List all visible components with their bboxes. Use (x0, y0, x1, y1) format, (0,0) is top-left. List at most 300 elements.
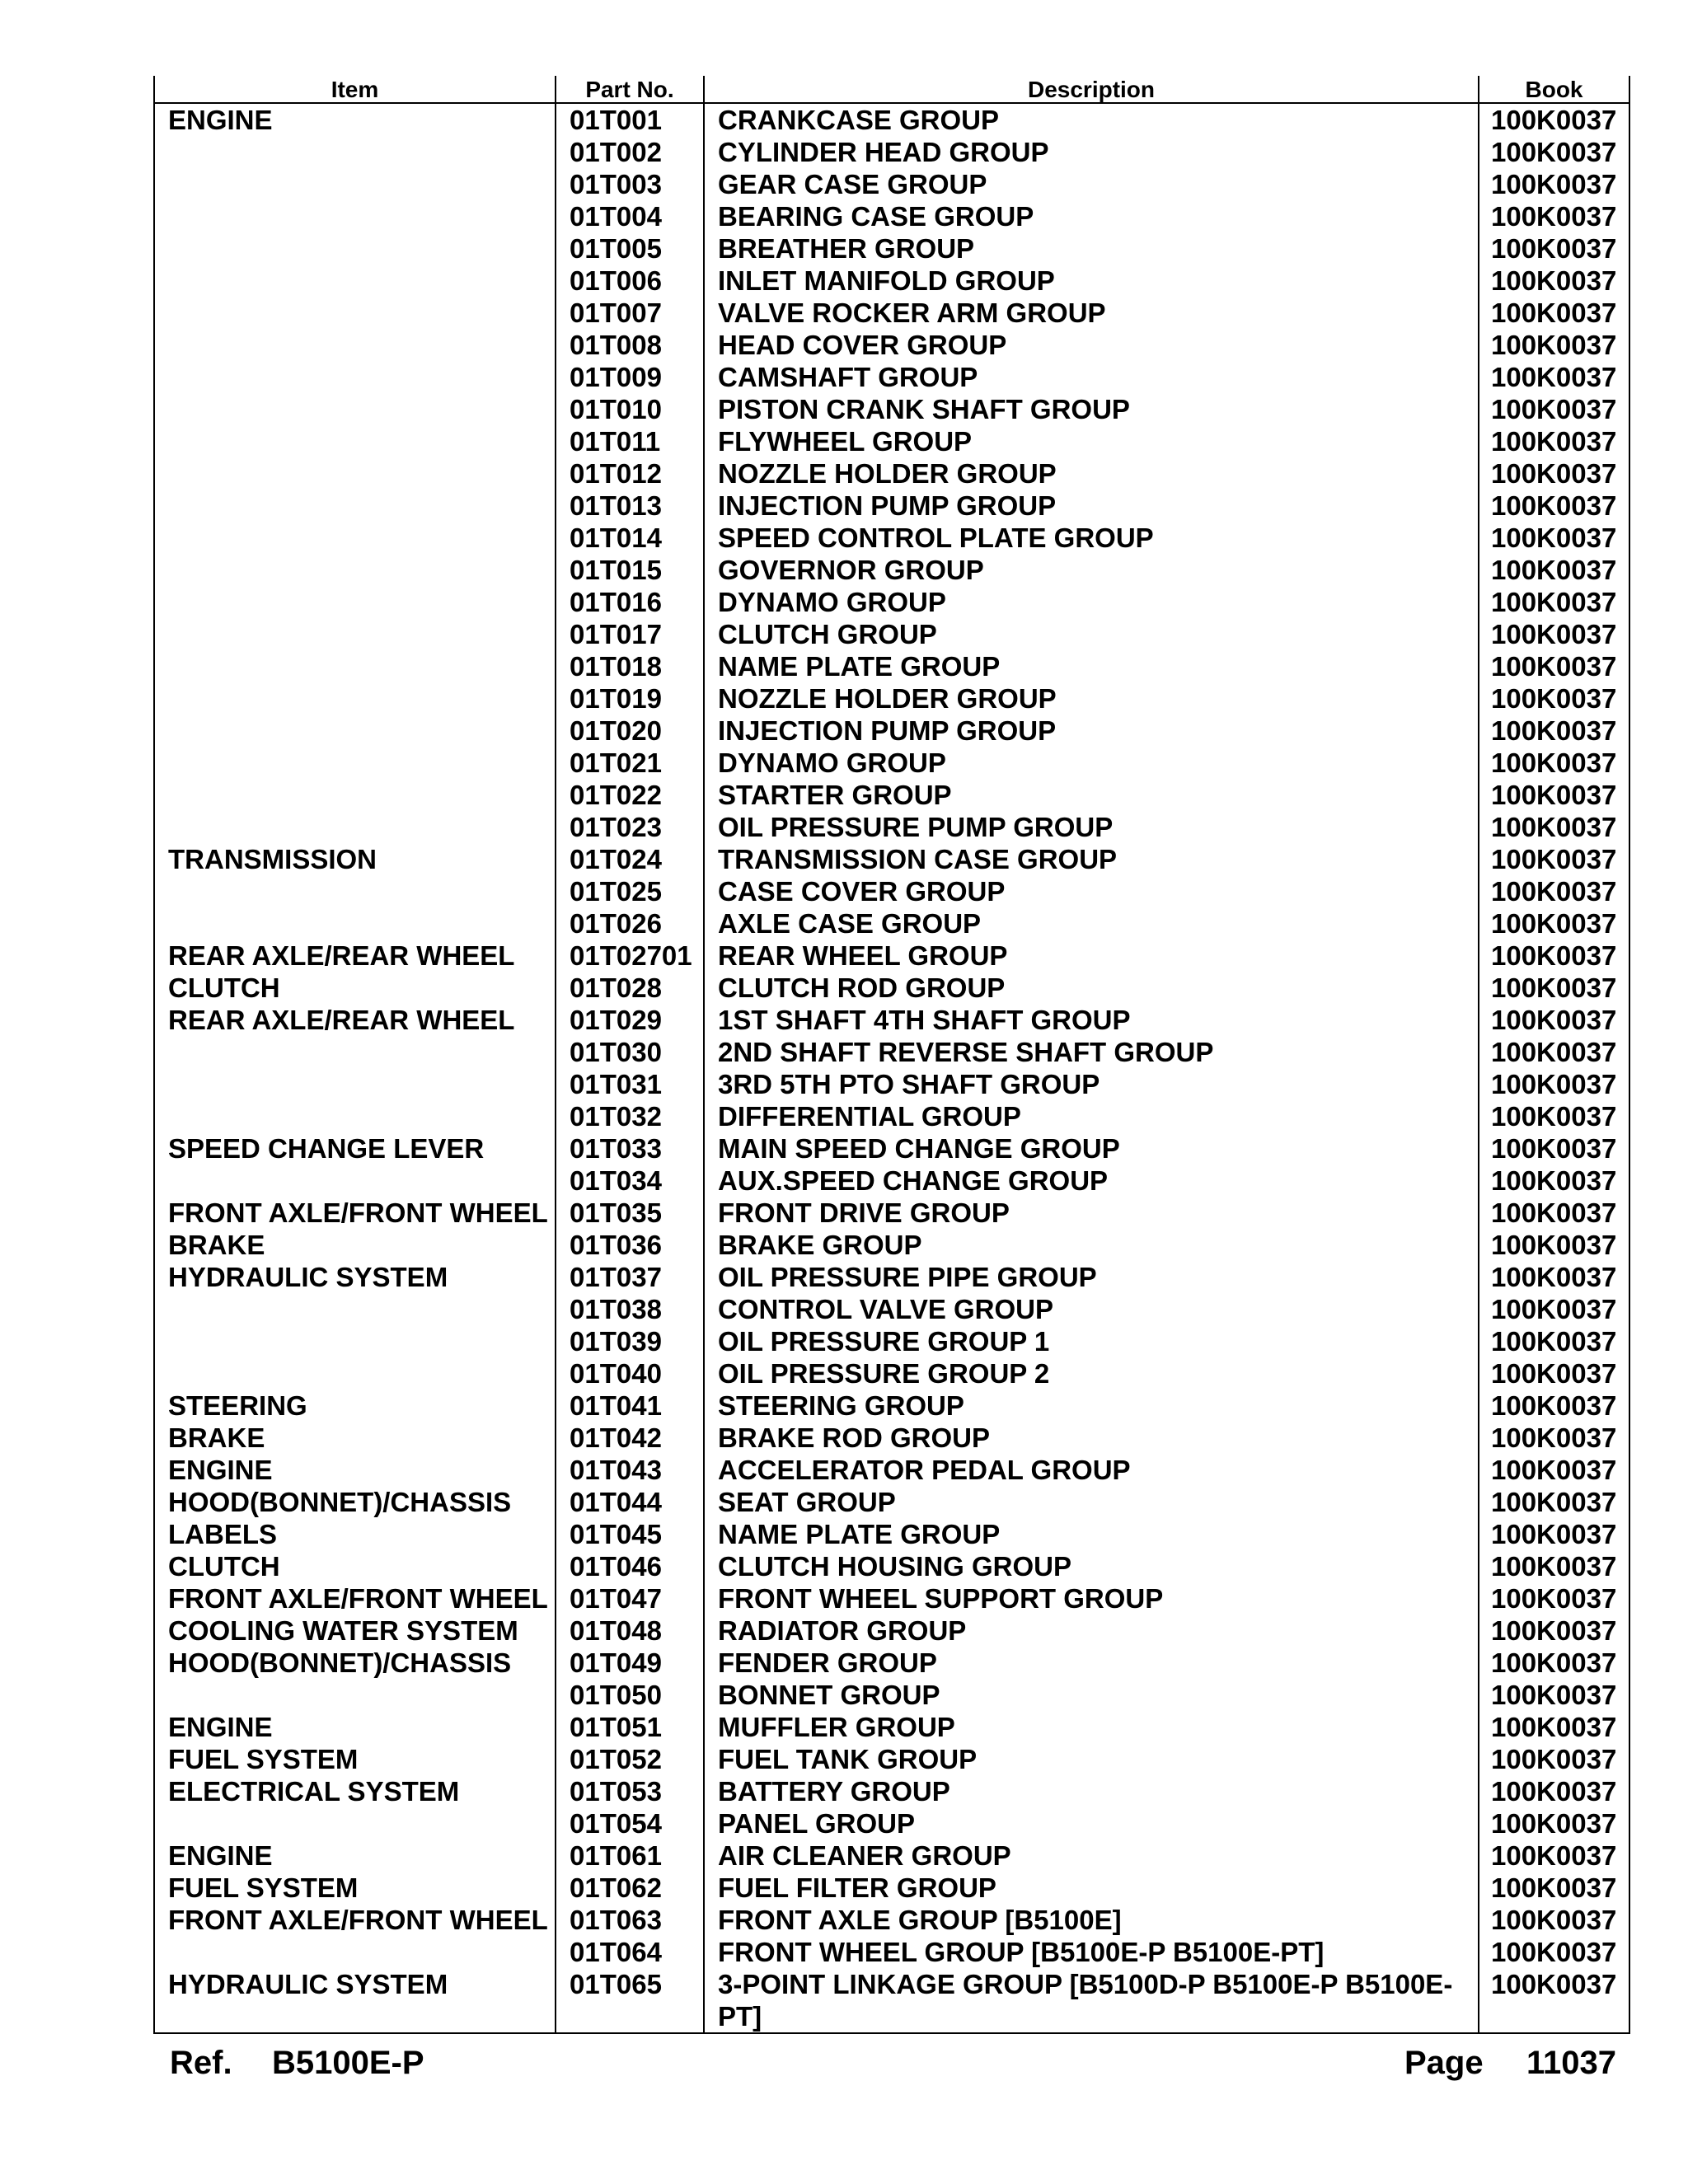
book-cell: 100K0037 (1479, 779, 1629, 811)
description-cell: DIFFERENTIAL GROUP (704, 1100, 1479, 1132)
table-row (155, 1132, 1629, 1165)
item-cell: CLUTCH (168, 972, 280, 1003)
book-cell: 100K0037 (1479, 1390, 1629, 1422)
description-cell: CLUTCH ROD GROUP (704, 972, 1479, 1004)
part-no-cell: 01T037 (556, 1261, 704, 1293)
item-cell (155, 136, 556, 168)
book-cell: 100K0037 (1479, 200, 1629, 232)
table-row (155, 1550, 1629, 1582)
book-cell: 100K0037 (1479, 232, 1629, 265)
description-cell: BRAKE ROD GROUP (704, 1422, 1479, 1454)
item-cell: ENGINE (168, 1455, 273, 1485)
part-no-cell: 01T041 (556, 1390, 704, 1422)
item-cell (155, 1325, 556, 1357)
description-cell: AXLE CASE GROUP (704, 907, 1479, 940)
table-row (155, 1904, 1629, 1936)
book-cell: 100K0037 (1479, 1004, 1629, 1036)
book-cell: 100K0037 (1479, 297, 1629, 329)
book-cell: 100K0037 (1479, 136, 1629, 168)
table-row (155, 1615, 1629, 1647)
table-row (155, 1711, 1629, 1743)
part-no-cell: 01T025 (556, 875, 704, 907)
description-cell: BEARING CASE GROUP (704, 200, 1479, 232)
description-cell: DYNAMO GROUP (704, 586, 1479, 618)
part-no-cell: 01T010 (556, 393, 704, 425)
page-footer (170, 2042, 1617, 2083)
table-row (155, 1582, 1629, 1615)
item-cell (155, 1293, 556, 1325)
item-cell (155, 361, 556, 393)
table-row (155, 940, 1629, 972)
book-cell: 100K0037 (1479, 1968, 1629, 2032)
table-row (155, 1486, 1629, 1518)
book-cell: 100K0037 (1479, 1036, 1629, 1068)
table-row (155, 1325, 1629, 1357)
item-cell (155, 875, 556, 907)
item-cell (155, 618, 556, 650)
table-body (155, 103, 1629, 2032)
header-description: Description (704, 76, 1479, 103)
part-no-cell: 01T036 (556, 1229, 704, 1261)
description-cell: 3-POINT LINKAGE GROUP [B5100D-P B5100E-P B5100E-PT] (704, 1968, 1479, 2032)
item-cell (155, 650, 556, 682)
part-no-cell: 01T054 (556, 1807, 704, 1840)
item-cell: REAR AXLE/REAR WHEEL (168, 940, 515, 971)
table-row (155, 103, 1629, 136)
item-cell (155, 715, 556, 747)
header-book: Book (1479, 76, 1629, 103)
book-cell: 100K0037 (1479, 1325, 1629, 1357)
part-no-cell: 01T052 (556, 1743, 704, 1775)
book-cell: 100K0037 (1479, 425, 1629, 457)
description-cell: AIR CLEANER GROUP (704, 1840, 1479, 1872)
table-row (155, 1293, 1629, 1325)
item-cell: REAR AXLE/REAR WHEEL (168, 1005, 515, 1035)
description-cell: BRAKE GROUP (704, 1229, 1479, 1261)
book-cell: 100K0037 (1479, 1679, 1629, 1711)
part-no-cell: 01T034 (556, 1165, 704, 1197)
item-cell (155, 779, 556, 811)
item-cell (155, 168, 556, 200)
part-no-cell: 01T044 (556, 1486, 704, 1518)
part-no-cell: 01T039 (556, 1325, 704, 1357)
item-cell (155, 1165, 556, 1197)
book-cell: 100K0037 (1479, 457, 1629, 490)
table-row (155, 972, 1629, 1004)
description-cell: CYLINDER HEAD GROUP (704, 136, 1479, 168)
book-cell: 100K0037 (1479, 554, 1629, 586)
table-row (155, 1775, 1629, 1807)
part-no-cell: 01T016 (556, 586, 704, 618)
description-cell: FENDER GROUP (704, 1647, 1479, 1679)
table-row (155, 1872, 1629, 1904)
book-cell: 100K0037 (1479, 1582, 1629, 1615)
description-cell: AUX.SPEED CHANGE GROUP (704, 1165, 1479, 1197)
book-cell: 100K0037 (1479, 1904, 1629, 1936)
part-no-cell: 01T009 (556, 361, 704, 393)
book-cell: 100K0037 (1479, 618, 1629, 650)
item-cell (155, 522, 556, 554)
item-cell (155, 1100, 556, 1132)
table-row (155, 554, 1629, 586)
table-row (155, 1357, 1629, 1390)
item-cell (155, 1068, 556, 1100)
description-cell: FLYWHEEL GROUP (704, 425, 1479, 457)
book-cell: 100K0037 (1479, 1711, 1629, 1743)
item-cell (155, 586, 556, 618)
part-no-cell: 01T017 (556, 618, 704, 650)
table-row (155, 747, 1629, 779)
item-cell (155, 490, 556, 522)
book-cell: 100K0037 (1479, 1293, 1629, 1325)
book-cell: 100K0037 (1479, 1936, 1629, 1968)
description-cell: 2ND SHAFT REVERSE SHAFT GROUP (704, 1036, 1479, 1068)
table-row (155, 1968, 1629, 2032)
item-cell (155, 232, 556, 265)
part-no-cell: 01T029 (556, 1004, 704, 1036)
table-row (155, 1229, 1629, 1261)
part-no-cell: 01T018 (556, 650, 704, 682)
book-cell: 100K0037 (1479, 1454, 1629, 1486)
table-row (155, 1261, 1629, 1293)
item-cell (155, 393, 556, 425)
part-no-cell: 01T012 (556, 457, 704, 490)
model-number: B5100E-P (272, 2045, 424, 2081)
description-cell: HEAD COVER GROUP (704, 329, 1479, 361)
table-row (155, 425, 1629, 457)
part-no-cell: 01T004 (556, 200, 704, 232)
item-cell (155, 554, 556, 586)
description-cell: BATTERY GROUP (704, 1775, 1479, 1807)
book-cell: 100K0037 (1479, 1197, 1629, 1229)
part-no-cell: 01T006 (556, 265, 704, 297)
item-cell: HYDRAULIC SYSTEM (168, 1969, 448, 1999)
table-row (155, 1840, 1629, 1872)
part-no-cell: 01T003 (556, 168, 704, 200)
description-cell: INJECTION PUMP GROUP (704, 715, 1479, 747)
part-no-cell: 01T048 (556, 1615, 704, 1647)
part-no-cell: 01T046 (556, 1550, 704, 1582)
item-cell: TRANSMISSION (168, 844, 377, 874)
book-cell: 100K0037 (1479, 1775, 1629, 1807)
item-cell: ELECTRICAL SYSTEM (168, 1776, 460, 1807)
part-no-cell: 01T063 (556, 1904, 704, 1936)
item-cell: FUEL SYSTEM (168, 1744, 359, 1774)
book-cell: 100K0037 (1479, 586, 1629, 618)
item-cell (155, 457, 556, 490)
part-no-cell: 01T047 (556, 1582, 704, 1615)
book-cell: 100K0037 (1479, 1422, 1629, 1454)
table-row (155, 136, 1629, 168)
item-cell (155, 682, 556, 715)
item-cell: HOOD(BONNET)/CHASSIS (168, 1487, 512, 1517)
item-cell (155, 1357, 556, 1390)
table-row (155, 329, 1629, 361)
table-row (155, 393, 1629, 425)
book-cell: 100K0037 (1479, 1840, 1629, 1872)
part-no-cell: 01T062 (556, 1872, 704, 1904)
part-no-cell: 01T030 (556, 1036, 704, 1068)
book-cell: 100K0037 (1479, 361, 1629, 393)
book-cell: 100K0037 (1479, 1068, 1629, 1100)
part-no-cell: 01T064 (556, 1936, 704, 1968)
page-label: Page (1404, 2045, 1484, 2081)
book-cell: 100K0037 (1479, 1486, 1629, 1518)
part-no-cell: 01T043 (556, 1454, 704, 1486)
part-no-cell: 01T035 (556, 1197, 704, 1229)
table-row (155, 1807, 1629, 1840)
book-cell: 100K0037 (1479, 1132, 1629, 1165)
book-cell: 100K0037 (1479, 1165, 1629, 1197)
description-cell: SPEED CONTROL PLATE GROUP (704, 522, 1479, 554)
item-cell: STEERING (168, 1390, 307, 1421)
part-no-cell: 01T065 (556, 1968, 704, 2032)
description-cell: PISTON CRANK SHAFT GROUP (704, 393, 1479, 425)
description-cell: BREATHER GROUP (704, 232, 1479, 265)
book-cell: 100K0037 (1479, 682, 1629, 715)
table-row (155, 843, 1629, 875)
description-cell: FRONT WHEEL SUPPORT GROUP (704, 1582, 1479, 1615)
table-row (155, 1936, 1629, 1968)
table-row (155, 1197, 1629, 1229)
table-row (155, 1036, 1629, 1068)
table-row (155, 586, 1629, 618)
table-row (155, 200, 1629, 232)
table-row (155, 1068, 1629, 1100)
description-cell: 1ST SHAFT 4TH SHAFT GROUP (704, 1004, 1479, 1036)
table-row (155, 682, 1629, 715)
table-row (155, 875, 1629, 907)
table-row (155, 1454, 1629, 1486)
table-row (155, 1743, 1629, 1775)
table-row (155, 907, 1629, 940)
item-cell (155, 1807, 556, 1840)
part-no-cell: 01T045 (556, 1518, 704, 1550)
ref-label: Ref. (170, 2045, 232, 2081)
part-no-cell: 01T031 (556, 1068, 704, 1100)
item-cell: FRONT AXLE/FRONT WHEEL (168, 1583, 548, 1614)
part-no-cell: 01T022 (556, 779, 704, 811)
book-cell: 100K0037 (1479, 1647, 1629, 1679)
table-row (155, 297, 1629, 329)
part-no-cell: 01T020 (556, 715, 704, 747)
book-cell: 100K0037 (1479, 650, 1629, 682)
parts-index-sheet (153, 76, 1630, 2034)
part-no-cell: 01T007 (556, 297, 704, 329)
book-cell: 100K0037 (1479, 329, 1629, 361)
description-cell: CONTROL VALVE GROUP (704, 1293, 1479, 1325)
book-cell: 100K0037 (1479, 1229, 1629, 1261)
table-row (155, 618, 1629, 650)
description-cell: OIL PRESSURE GROUP 1 (704, 1325, 1479, 1357)
item-cell (155, 200, 556, 232)
part-no-cell: 01T023 (556, 811, 704, 843)
description-cell: RADIATOR GROUP (704, 1615, 1479, 1647)
book-cell: 100K0037 (1479, 265, 1629, 297)
part-no-cell: 01T014 (556, 522, 704, 554)
book-cell: 100K0037 (1479, 1872, 1629, 1904)
item-cell: LABELS (168, 1519, 277, 1549)
item-cell: ENGINE (168, 105, 273, 135)
part-no-cell: 01T011 (556, 425, 704, 457)
book-cell: 100K0037 (1479, 490, 1629, 522)
part-no-cell: 01T033 (556, 1132, 704, 1165)
description-cell: NAME PLATE GROUP (704, 650, 1479, 682)
table-row (155, 779, 1629, 811)
part-no-cell: 01T013 (556, 490, 704, 522)
book-cell: 100K0037 (1479, 811, 1629, 843)
item-cell (155, 1036, 556, 1068)
description-cell: INJECTION PUMP GROUP (704, 490, 1479, 522)
book-cell: 100K0037 (1479, 1357, 1629, 1390)
table-row (155, 232, 1629, 265)
table-row (155, 361, 1629, 393)
description-cell: CLUTCH GROUP (704, 618, 1479, 650)
item-cell: CLUTCH (168, 1551, 280, 1582)
description-cell: DYNAMO GROUP (704, 747, 1479, 779)
part-no-cell: 01T019 (556, 682, 704, 715)
part-no-cell: 01T040 (556, 1357, 704, 1390)
item-cell (155, 1679, 556, 1711)
part-no-cell: 01T053 (556, 1775, 704, 1807)
part-no-cell: 01T002 (556, 136, 704, 168)
item-cell: FRONT AXLE/FRONT WHEEL (168, 1197, 548, 1228)
table-row (155, 1100, 1629, 1132)
description-cell: OIL PRESSURE PUMP GROUP (704, 811, 1479, 843)
book-cell: 100K0037 (1479, 1261, 1629, 1293)
book-cell: 100K0037 (1479, 843, 1629, 875)
table-row (155, 1390, 1629, 1422)
item-cell (155, 747, 556, 779)
description-cell: ACCELERATOR PEDAL GROUP (704, 1454, 1479, 1486)
description-cell: CASE COVER GROUP (704, 875, 1479, 907)
page-number: 11037 (1526, 2045, 1617, 2081)
description-cell: PANEL GROUP (704, 1807, 1479, 1840)
table-row (155, 1518, 1629, 1550)
item-cell: HOOD(BONNET)/CHASSIS (168, 1647, 512, 1678)
book-cell: 100K0037 (1479, 747, 1629, 779)
book-cell: 100K0037 (1479, 907, 1629, 940)
item-cell (155, 811, 556, 843)
part-no-cell: 01T026 (556, 907, 704, 940)
part-no-cell: 01T02701 (556, 940, 704, 972)
description-cell: VALVE ROCKER ARM GROUP (704, 297, 1479, 329)
description-cell: 3RD 5TH PTO SHAFT GROUP (704, 1068, 1479, 1100)
item-cell: FRONT AXLE/FRONT WHEEL (168, 1905, 548, 1935)
parts-table (155, 76, 1629, 2032)
item-cell: HYDRAULIC SYSTEM (168, 1262, 448, 1292)
description-cell: GEAR CASE GROUP (704, 168, 1479, 200)
description-cell: GOVERNOR GROUP (704, 554, 1479, 586)
table-row (155, 650, 1629, 682)
description-cell: OIL PRESSURE GROUP 2 (704, 1357, 1479, 1390)
description-cell: STARTER GROUP (704, 779, 1479, 811)
table-row (155, 1004, 1629, 1036)
table-row (155, 490, 1629, 522)
book-cell: 100K0037 (1479, 1550, 1629, 1582)
description-cell: FRONT DRIVE GROUP (704, 1197, 1479, 1229)
book-cell: 100K0037 (1479, 1615, 1629, 1647)
part-no-cell: 01T024 (556, 843, 704, 875)
description-cell: CRANKCASE GROUP (704, 103, 1479, 136)
book-cell: 100K0037 (1479, 972, 1629, 1004)
description-cell: MAIN SPEED CHANGE GROUP (704, 1132, 1479, 1165)
description-cell: NOZZLE HOLDER GROUP (704, 682, 1479, 715)
description-cell: OIL PRESSURE PIPE GROUP (704, 1261, 1479, 1293)
part-no-cell: 01T032 (556, 1100, 704, 1132)
table-row (155, 265, 1629, 297)
item-cell (155, 907, 556, 940)
item-cell: BRAKE (168, 1230, 265, 1260)
description-cell: SEAT GROUP (704, 1486, 1479, 1518)
part-no-cell: 01T001 (556, 103, 704, 136)
description-cell: FUEL FILTER GROUP (704, 1872, 1479, 1904)
book-cell: 100K0037 (1479, 1518, 1629, 1550)
table-row (155, 1165, 1629, 1197)
item-cell (155, 1936, 556, 1968)
part-no-cell: 01T050 (556, 1679, 704, 1711)
book-cell: 100K0037 (1479, 103, 1629, 136)
part-no-cell: 01T042 (556, 1422, 704, 1454)
book-cell: 100K0037 (1479, 522, 1629, 554)
item-cell: ENGINE (168, 1840, 273, 1871)
header-part-no: Part No. (556, 76, 704, 103)
description-cell: REAR WHEEL GROUP (704, 940, 1479, 972)
item-cell (155, 425, 556, 457)
item-cell: SPEED CHANGE LEVER (168, 1133, 485, 1164)
table-row (155, 522, 1629, 554)
book-cell: 100K0037 (1479, 940, 1629, 972)
table-row (155, 457, 1629, 490)
part-no-cell: 01T051 (556, 1711, 704, 1743)
description-cell: MUFFLER GROUP (704, 1711, 1479, 1743)
item-cell: FUEL SYSTEM (168, 1872, 359, 1903)
description-cell: CLUTCH HOUSING GROUP (704, 1550, 1479, 1582)
item-cell (155, 297, 556, 329)
description-cell: STEERING GROUP (704, 1390, 1479, 1422)
description-cell: FRONT AXLE GROUP [B5100E] (704, 1904, 1479, 1936)
part-no-cell: 01T015 (556, 554, 704, 586)
description-cell: TRANSMISSION CASE GROUP (704, 843, 1479, 875)
part-no-cell: 01T049 (556, 1647, 704, 1679)
item-cell: COOLING WATER SYSTEM (168, 1615, 518, 1646)
description-cell: NAME PLATE GROUP (704, 1518, 1479, 1550)
item-cell: ENGINE (168, 1712, 273, 1742)
part-no-cell: 01T005 (556, 232, 704, 265)
part-no-cell: 01T028 (556, 972, 704, 1004)
book-cell: 100K0037 (1479, 1807, 1629, 1840)
book-cell: 100K0037 (1479, 715, 1629, 747)
book-cell: 100K0037 (1479, 1743, 1629, 1775)
book-cell: 100K0037 (1479, 1100, 1629, 1132)
description-cell: BONNET GROUP (704, 1679, 1479, 1711)
table-row (155, 1679, 1629, 1711)
item-cell (155, 329, 556, 361)
part-no-cell: 01T021 (556, 747, 704, 779)
table-header-row (155, 76, 1629, 103)
table-row (155, 1422, 1629, 1454)
item-cell: BRAKE (168, 1422, 265, 1453)
book-cell: 100K0037 (1479, 875, 1629, 907)
book-cell: 100K0037 (1479, 393, 1629, 425)
table-row (155, 168, 1629, 200)
description-cell: FRONT WHEEL GROUP [B5100E-P B5100E-PT] (704, 1936, 1479, 1968)
table-row (155, 1647, 1629, 1679)
header-item: Item (155, 76, 556, 103)
part-no-cell: 01T038 (556, 1293, 704, 1325)
book-cell: 100K0037 (1479, 168, 1629, 200)
item-cell (155, 265, 556, 297)
